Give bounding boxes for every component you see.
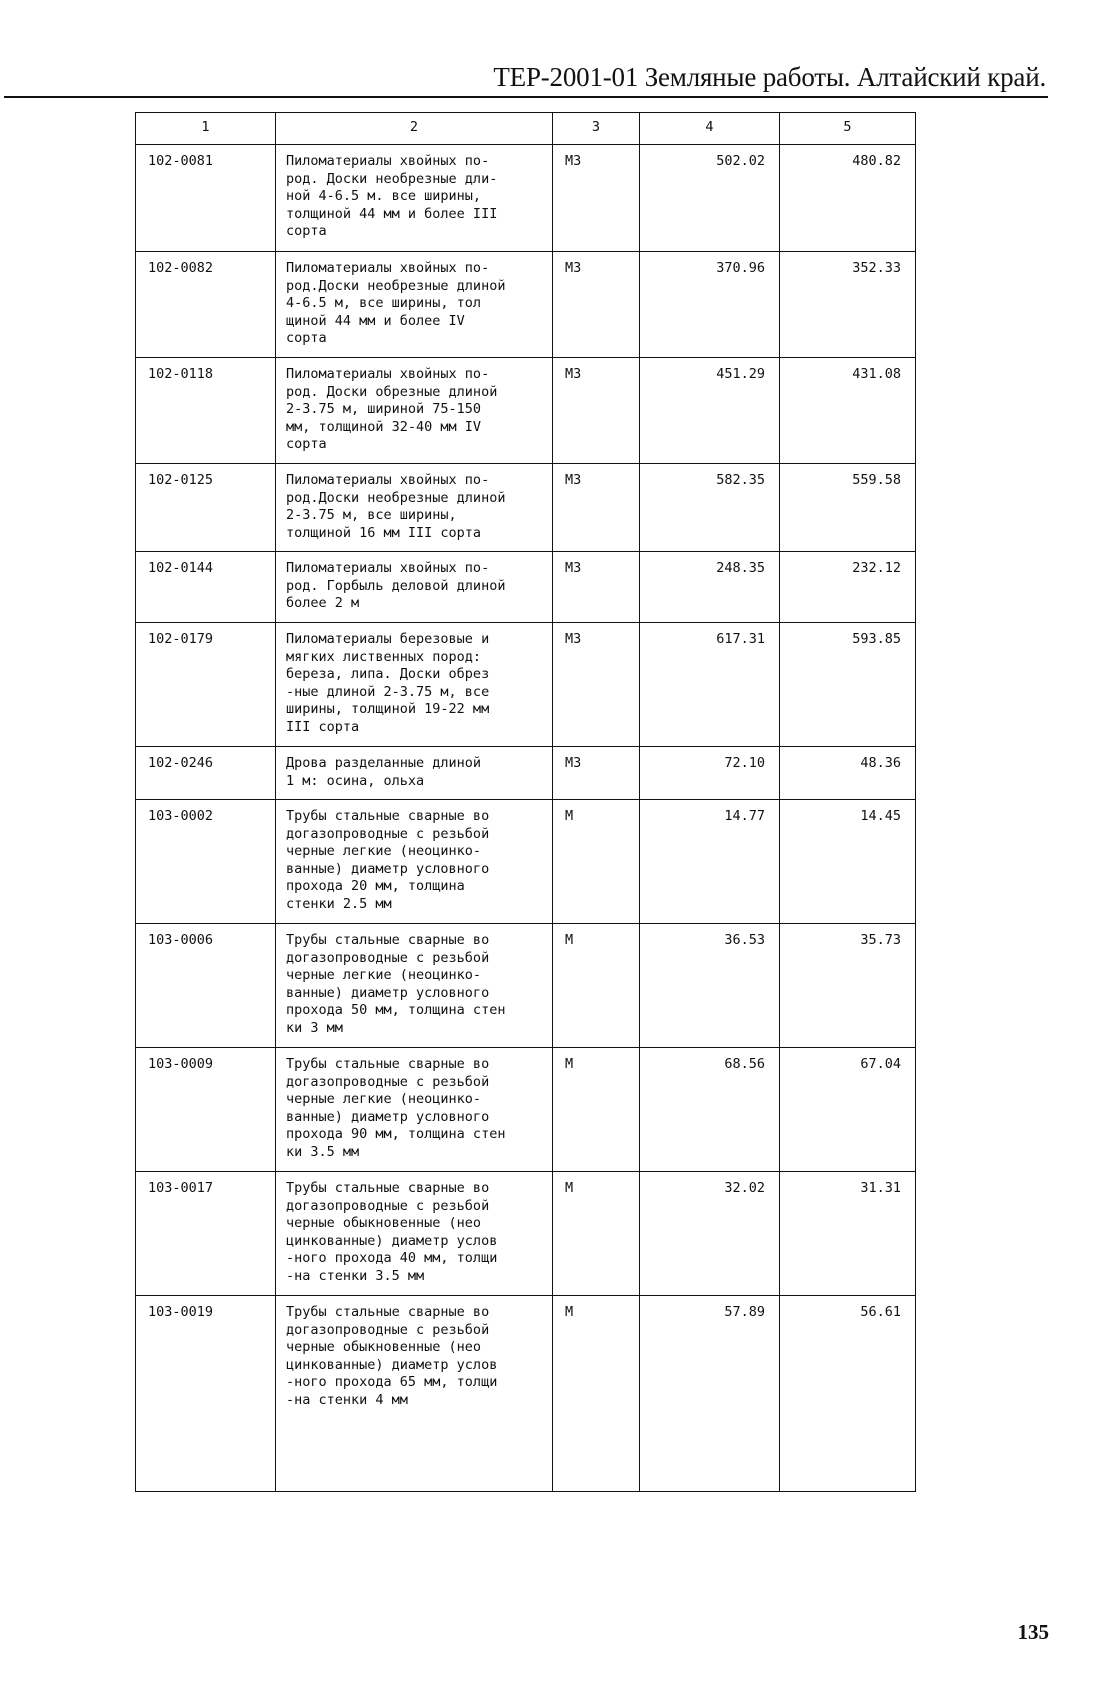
item-description: Пиломатериалы хвойных по- род. Доски необрезные дли- ной 4-6.5 м. все ширины, толщиной 44 мм и более III сорта: [276, 145, 553, 252]
item-price-col5: 431.08: [780, 358, 916, 464]
item-price-col5: 35.73: [780, 924, 916, 1048]
item-code: 103-0006: [136, 924, 276, 1048]
table-row: [136, 924, 916, 1048]
item-price-col5: 352.33: [780, 252, 916, 358]
item-description: Трубы стальные сварные во догазопроводные с резьбой черные обыкновенные (нео цинкованные) диаметр услов -ного прохода 65 мм, толщи -на стенки 4 мм: [276, 1296, 553, 1492]
item-code: 103-0019: [136, 1296, 276, 1492]
price-table: [135, 112, 916, 1492]
item-price-col5: 14.45: [780, 800, 916, 924]
item-unit: М3: [553, 552, 640, 623]
item-description: Трубы стальные сварные во догазопроводные с резьбой черные легкие (неоцинко- ванные) диаметр условного прохода 20 мм, толщина стенки 2.5 мм: [276, 800, 553, 924]
table-header-row: [136, 113, 916, 145]
item-code: 102-0125: [136, 464, 276, 552]
item-price-col4: 36.53: [640, 924, 780, 1048]
item-price-col4: 248.35: [640, 552, 780, 623]
item-code: 102-0081: [136, 145, 276, 252]
item-unit: М3: [553, 358, 640, 464]
item-price-col5: 232.12: [780, 552, 916, 623]
item-price-col5: 48.36: [780, 747, 916, 800]
table-row: [136, 358, 916, 464]
item-unit: М: [553, 1172, 640, 1296]
item-unit: М3: [553, 464, 640, 552]
table-row: [136, 1172, 916, 1296]
item-description: Пиломатериалы хвойных по- род. Горбыль деловой длиной более 2 м: [276, 552, 553, 623]
item-price-col4: 582.35: [640, 464, 780, 552]
item-code: 102-0082: [136, 252, 276, 358]
item-price-col5: 480.82: [780, 145, 916, 252]
document-title: ТЕР-2001-01 Земляные работы. Алтайский край.: [493, 62, 1046, 92]
item-unit: М: [553, 800, 640, 924]
column-header: 5: [780, 113, 916, 145]
table-row: [136, 623, 916, 747]
item-code: 103-0009: [136, 1048, 276, 1172]
item-price-col4: 14.77: [640, 800, 780, 924]
item-price-col5: 56.61: [780, 1296, 916, 1492]
item-code: 102-0118: [136, 358, 276, 464]
table-row: [136, 552, 916, 623]
item-price-col4: 57.89: [640, 1296, 780, 1492]
column-header: 2: [276, 113, 553, 145]
item-code: 102-0144: [136, 552, 276, 623]
table-body: [136, 145, 916, 1492]
item-unit: М3: [553, 252, 640, 358]
item-price-col4: 617.31: [640, 623, 780, 747]
page-number: 135: [1017, 1620, 1049, 1644]
item-code: 103-0017: [136, 1172, 276, 1296]
item-price-col5: 67.04: [780, 1048, 916, 1172]
item-price-col5: 593.85: [780, 623, 916, 747]
item-description: Трубы стальные сварные во догазопроводные с резьбой черные обыкновенные (нео цинкованные) диаметр услов -ного прохода 40 мм, толщи -на стенки 3.5 мм: [276, 1172, 553, 1296]
item-price-col5: 31.31: [780, 1172, 916, 1296]
item-description: Пиломатериалы хвойных по- род. Доски обрезные длиной 2-3.75 м, шириной 75-150 мм, толщиной 32-40 мм IV сорта: [276, 358, 553, 464]
table-row: [136, 1296, 916, 1492]
item-description: Пиломатериалы березовые и мягких лиственных пород: береза, липа. Доски обрез -ные длиной 2-3.75 м, все ширины, толщиной 19-22 мм III сорта: [276, 623, 553, 747]
table-row: [136, 252, 916, 358]
item-description: Пиломатериалы хвойных по- род.Доски необрезные длиной 2-3.75 м, все ширины, толщиной 16 мм III сорта: [276, 464, 553, 552]
item-price-col5: 559.58: [780, 464, 916, 552]
item-unit: М: [553, 1296, 640, 1492]
item-unit: М3: [553, 623, 640, 747]
column-header: 3: [553, 113, 640, 145]
item-code: 102-0246: [136, 747, 276, 800]
item-price-col4: 451.29: [640, 358, 780, 464]
item-unit: М3: [553, 145, 640, 252]
table-row: [136, 1048, 916, 1172]
item-price-col4: 370.96: [640, 252, 780, 358]
item-unit: М3: [553, 747, 640, 800]
page-header: [4, 60, 1048, 98]
item-description: Пиломатериалы хвойных по- род.Доски необрезные длиной 4-6.5 м, все ширины, тол щиной 44 мм и более IV сорта: [276, 252, 553, 358]
item-code: 103-0002: [136, 800, 276, 924]
item-price-col4: 68.56: [640, 1048, 780, 1172]
item-unit: М: [553, 924, 640, 1048]
item-description: Трубы стальные сварные во догазопроводные с резьбой черные легкие (неоцинко- ванные) диаметр условного прохода 50 мм, толщина стен ки 3 мм: [276, 924, 553, 1048]
item-unit: М: [553, 1048, 640, 1172]
item-price-col4: 502.02: [640, 145, 780, 252]
table-row: [136, 800, 916, 924]
table-row: [136, 747, 916, 800]
item-description: Трубы стальные сварные во догазопроводные с резьбой черные легкие (неоцинко- ванные) диаметр условного прохода 90 мм, толщина стен ки 3.5 мм: [276, 1048, 553, 1172]
table-row: [136, 145, 916, 252]
column-header: 1: [136, 113, 276, 145]
item-description: Дрова разделанные длиной 1 м: осина, ольха: [276, 747, 553, 800]
item-code: 102-0179: [136, 623, 276, 747]
item-price-col4: 32.02: [640, 1172, 780, 1296]
table-row: [136, 464, 916, 552]
item-price-col4: 72.10: [640, 747, 780, 800]
column-header: 4: [640, 113, 780, 145]
